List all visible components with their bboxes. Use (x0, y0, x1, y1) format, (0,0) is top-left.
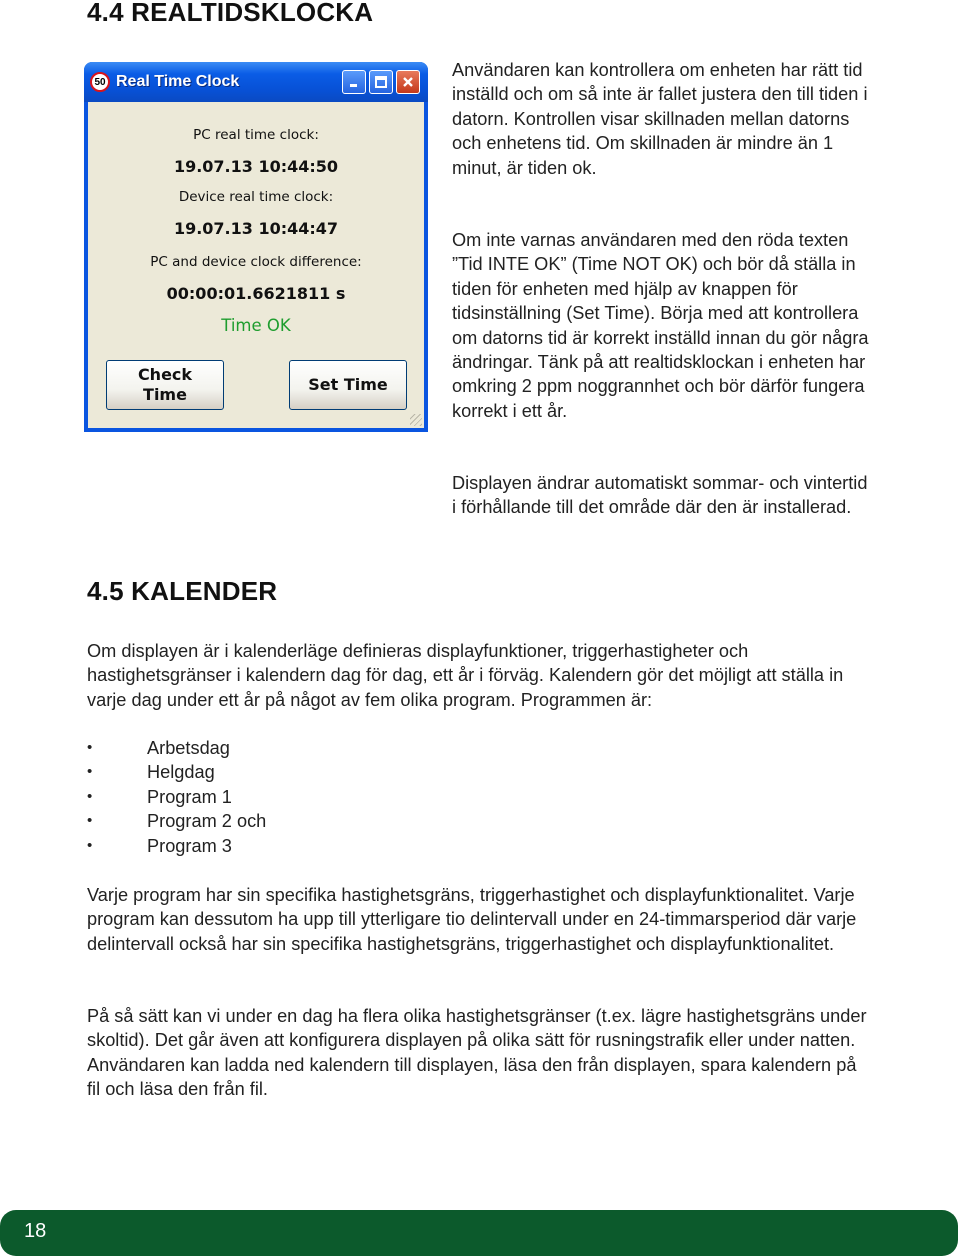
section-title-realtidsklocka: 4.4 REALTIDSKLOCKA (87, 0, 374, 27)
time-status: Time OK (221, 316, 291, 335)
resize-grip[interactable] (410, 414, 422, 426)
paragraph-program-details: Varje program har sin specifika hastighetsgräns, triggerhastighet och displayfunktionalitet. Varje program kan dessutom ha upp till ytterligare tio delintervall under en 24-timmarsperiod där varje delintervall också har sin specifika hastighetsgräns, triggerhastighet och displayfunktionalitet. (87, 885, 857, 954)
pc-clock-value: 19.07.13 10:44:50 (173, 157, 339, 176)
set-time-button[interactable]: Set Time (289, 360, 407, 410)
program-list (87, 736, 266, 858)
real-time-clock-window (84, 62, 428, 432)
paragraph-time-check: Användaren kan kontrollera om enheten har rätt tid inställd och om så inte är fallet justera den till tiden i datorn. Kontrollen visar skillnaden mellan datorns och enhetens tid. Om skillnaden är mindre än 1 minut, är tiden ok. (452, 60, 868, 178)
pc-clock-label: PC real time clock: (193, 127, 319, 143)
list-item: • Arbetsdag (87, 736, 266, 760)
list-item: • Program 2 och (87, 809, 266, 833)
paragraph-calendar-usage: På så sätt kan vi under en dag ha flera olika hastighetsgränser (t.ex. lägre hastighetsgräns under skoltid). Det går även att konfigurera displayen på olika sätt för rusningstrafik eller under natten. Användaren kan ladda ned kalendern till displayen, läsa den från displayen, spara kalendern på fil och läsa den från fil. (87, 1006, 867, 1100)
clock-difference-label: PC and device clock difference: (150, 254, 362, 270)
check-time-button[interactable]: Check Time (106, 360, 224, 410)
page-footer (0, 1210, 958, 1256)
paragraph-time-warning: Om inte varnas användaren med den röda texten ”Tid INTE OK” (Time NOT OK) och bör då ställa in tiden för enheten med hjälp av knappen för tidsinställning (Set Time). Börja med att kontrollera om datorns tid är korrekt inställd innan du gör några ändringar. Tänk på att realtidsklockan i enheten har omkring 2 ppm noggrannhet och bör därför fungera korrekt i ett år. (452, 230, 869, 421)
maximize-icon[interactable] (369, 70, 393, 94)
list-item: • Program 3 (87, 834, 266, 858)
list-item: • Helgdag (87, 760, 266, 784)
window-titlebar (84, 62, 428, 102)
window-controls (342, 70, 420, 94)
paragraph-calendar-intro: Om displayen är i kalenderläge definieras displayfunktioner, triggerhastigheter och hastighetsgränser i kalendern dag för dag, ett år i förväg. Kalendern gör det möjligt att ställa in varje dag under ett år på något av fem olika program. Programmen är: (87, 641, 844, 710)
device-clock-value: 19.07.13 10:44:47 (173, 219, 339, 238)
clock-difference-value: 00:00:01.6621811 s (166, 284, 346, 303)
window-title: Real Time Clock (116, 73, 240, 90)
paragraph-dst: Displayen ändrar automatiskt sommar- och vintertid i förhållande till det område där den är installerad. (452, 473, 868, 518)
section-title-kalender: 4.5 KALENDER (87, 576, 278, 606)
speed-limit-icon: 50 (90, 72, 110, 92)
device-clock-label: Device real time clock: (178, 189, 334, 205)
list-item: • Program 1 (87, 785, 266, 809)
window-client-area (88, 102, 424, 428)
minimize-icon[interactable] (342, 70, 366, 94)
page-number: 18 (24, 1220, 47, 1242)
close-icon[interactable] (396, 70, 420, 94)
